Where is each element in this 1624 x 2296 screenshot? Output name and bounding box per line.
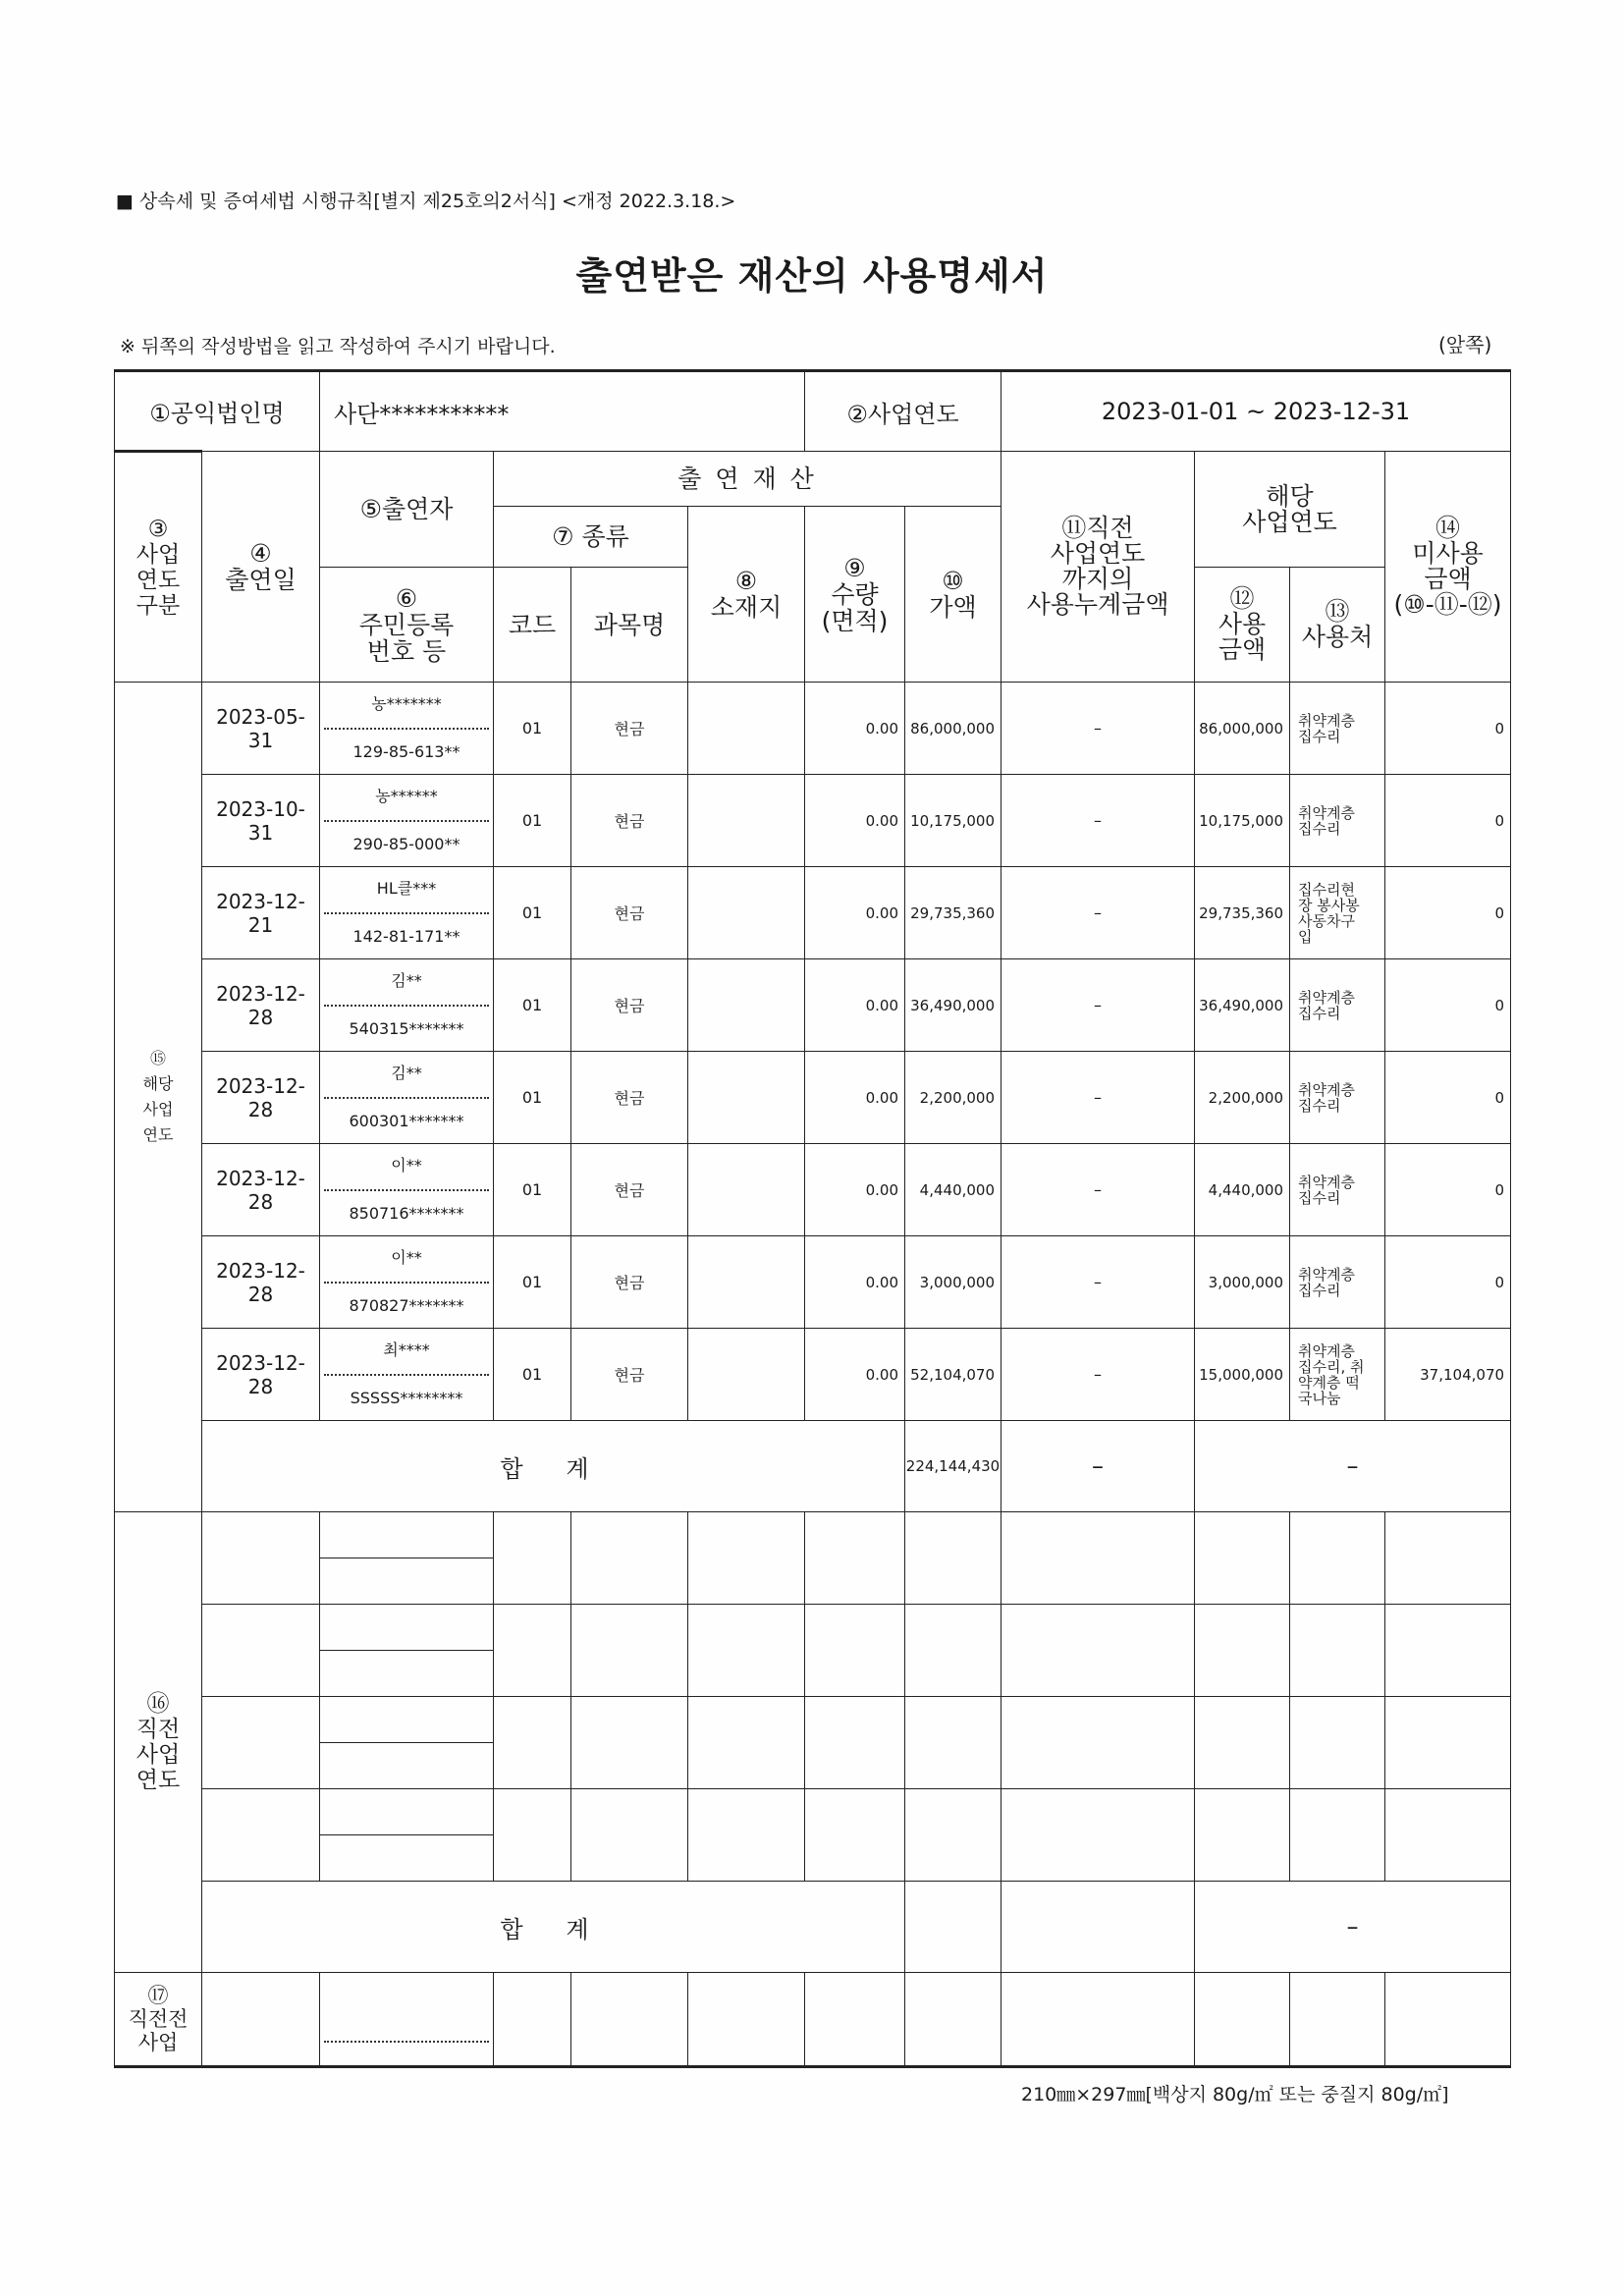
- donation-date: 2023-12-28: [202, 959, 320, 1052]
- asset-value: 36,490,000: [905, 959, 1001, 1052]
- current-year-section-label: ⑮ 해당 사업 연도: [115, 683, 202, 1512]
- table-row: [115, 683, 1511, 775]
- donor-id-number: 290-85-000**: [352, 835, 460, 853]
- current-year-total-row: [115, 1421, 1511, 1512]
- donor-cell: [320, 1236, 494, 1329]
- donor-id-number: 870827*******: [349, 1296, 464, 1315]
- col-value-header: ⑩ 가액: [905, 507, 1001, 683]
- donor-name: HL클***: [324, 867, 489, 914]
- asset-code: 01: [494, 867, 571, 959]
- asset-subject: 현금: [571, 1236, 688, 1329]
- donated-asset-header: 출 연 재 산: [494, 452, 1001, 507]
- unused-amount: 0: [1385, 867, 1511, 959]
- asset-value: 4,440,000: [905, 1144, 1001, 1236]
- col-year-type-header: ③ 사업 연도 구분: [115, 452, 202, 683]
- used-amount: 10,175,000: [1195, 775, 1290, 867]
- used-amount: 4,440,000: [1195, 1144, 1290, 1236]
- col-unused-amount-header: ⑭ 미사용 금액 (⑩-⑪-⑫): [1385, 452, 1511, 683]
- asset-location: [688, 683, 805, 775]
- usage-statement-table: [114, 369, 1511, 2068]
- fiscal-year-label: ②사업연도: [805, 371, 1001, 452]
- col-location-header: ⑧ 소재지: [688, 507, 805, 683]
- asset-location: [688, 1052, 805, 1144]
- unused-amount: 0: [1385, 959, 1511, 1052]
- asset-value: 29,735,360: [905, 867, 1001, 959]
- asset-quantity: 0.00: [805, 867, 905, 959]
- instruction-note: ※ 뒤쪽의 작성방법을 읽고 작성하여 주시기 바랍니다.: [120, 336, 556, 357]
- donor-name: 이**: [324, 1236, 489, 1284]
- col-donation-date-header: ④ 출연일: [202, 452, 320, 683]
- total-label: 합 계: [202, 1882, 905, 1973]
- prior-cumulative: –: [1001, 1236, 1195, 1329]
- asset-location: [688, 1236, 805, 1329]
- asset-location: [688, 775, 805, 867]
- current-year-header: 해당 사업연도: [1195, 452, 1385, 568]
- asset-code: 01: [494, 959, 571, 1052]
- fiscal-year-value: 2023-01-01 ~ 2023-12-31: [1001, 371, 1511, 452]
- corp-name-value: 사단***********: [320, 371, 805, 452]
- asset-value: 3,000,000: [905, 1236, 1001, 1329]
- asset-code: 01: [494, 1329, 571, 1421]
- asset-code: 01: [494, 683, 571, 775]
- table-row: [115, 867, 1511, 959]
- blank-row: [115, 1697, 1511, 1789]
- total-value: 224,144,430: [905, 1421, 1001, 1512]
- document-title: 출연받은 재산의 사용명세서: [575, 254, 1049, 298]
- asset-location: [688, 1329, 805, 1421]
- donor-name: 김**: [324, 1052, 489, 1099]
- donation-date: 2023-12-21: [202, 867, 320, 959]
- table-row: [115, 1144, 1511, 1236]
- asset-code: 01: [494, 775, 571, 867]
- asset-subject: 현금: [571, 867, 688, 959]
- donation-date: 2023-12-28: [202, 1052, 320, 1144]
- donor-name: 농******: [324, 775, 489, 822]
- total-label: 합 계: [202, 1421, 905, 1512]
- donor-cell: [320, 1329, 494, 1421]
- before-previous-section-label: ⑰ 직전전 사업: [115, 1973, 202, 2067]
- col-id-number-header: ⑥ 주민등록 번호 등: [320, 568, 494, 683]
- table-row: [115, 1236, 1511, 1329]
- table-row: [115, 1052, 1511, 1144]
- prior-cumulative: –: [1001, 775, 1195, 867]
- donor-id-number: 600301*******: [349, 1112, 464, 1130]
- page-side-label: (앞쪽): [1438, 333, 1492, 356]
- asset-quantity: 0.00: [805, 1144, 905, 1236]
- donation-date: 2023-12-28: [202, 1329, 320, 1421]
- donor-name: 농*******: [324, 683, 489, 730]
- blank-row: [115, 1973, 1511, 2067]
- table-row: [115, 775, 1511, 867]
- asset-subject: 현금: [571, 775, 688, 867]
- asset-subject: 현금: [571, 1329, 688, 1421]
- used-amount: 36,490,000: [1195, 959, 1290, 1052]
- asset-location: [688, 1144, 805, 1236]
- previous-year-total-row: [115, 1882, 1511, 1973]
- donor-cell: [320, 775, 494, 867]
- use-place: 취약계층 집수리: [1290, 1052, 1385, 1144]
- use-place: 집수리현 장 봉사봉 사동차구 입: [1290, 867, 1385, 959]
- paper-spec-note: 210㎜×297㎜[백상지 80g/㎡ 또는 중질지 80g/㎡]: [1021, 2084, 1449, 2105]
- asset-quantity: 0.00: [805, 775, 905, 867]
- col-quantity-header: ⑨ 수량 (면적): [805, 507, 905, 683]
- donor-name: 김**: [324, 959, 489, 1007]
- use-place: 취약계층 집수리, 취 약계층 떡 국나눔: [1290, 1329, 1385, 1421]
- asset-subject: 현금: [571, 959, 688, 1052]
- use-place: 취약계층 집수리: [1290, 683, 1385, 775]
- col-subject-header: 과목명: [571, 568, 688, 683]
- use-place: 취약계층 집수리: [1290, 959, 1385, 1052]
- prior-cumulative: –: [1001, 959, 1195, 1052]
- donor-id-number: 142-81-171**: [352, 927, 460, 946]
- asset-value: 2,200,000: [905, 1052, 1001, 1144]
- unused-amount: 0: [1385, 1052, 1511, 1144]
- donor-cell: [320, 1052, 494, 1144]
- asset-code: 01: [494, 1052, 571, 1144]
- donor-id-number: 129-85-613**: [352, 742, 460, 761]
- prior-cumulative: –: [1001, 1329, 1195, 1421]
- donor-cell: [320, 683, 494, 775]
- asset-subject: 현금: [571, 1144, 688, 1236]
- unused-amount: 0: [1385, 1236, 1511, 1329]
- donor-id-number: SSSSS********: [350, 1389, 463, 1407]
- asset-value: 52,104,070: [905, 1329, 1001, 1421]
- donor-name: 최****: [324, 1329, 489, 1376]
- use-place: 취약계층 집수리: [1290, 1236, 1385, 1329]
- form-legal-reference: ■ 상속세 및 증여세법 시행규칙[별지 제25호의2서식] <개정 2022.3.18.>: [116, 191, 736, 212]
- col-code-header: 코드: [494, 568, 571, 683]
- asset-subject: 현금: [571, 1052, 688, 1144]
- col-prior-cumulative-header: ⑪직전 사업연도 까지의 사용누계금액: [1001, 452, 1195, 683]
- prior-cumulative: –: [1001, 867, 1195, 959]
- unused-amount: 0: [1385, 683, 1511, 775]
- asset-code: 01: [494, 1236, 571, 1329]
- asset-quantity: 0.00: [805, 683, 905, 775]
- used-amount: 2,200,000: [1195, 1052, 1290, 1144]
- col-used-amount-header: ⑫ 사용 금액: [1195, 568, 1290, 683]
- donor-cell: [320, 867, 494, 959]
- blank-row: [115, 1605, 1511, 1697]
- table-row: [115, 959, 1511, 1052]
- asset-value: 86,000,000: [905, 683, 1001, 775]
- col-use-place-header: ⑬ 사용처: [1290, 568, 1385, 683]
- corp-name-label: ①공익법인명: [115, 371, 320, 452]
- asset-location: [688, 867, 805, 959]
- donation-date: 2023-12-28: [202, 1236, 320, 1329]
- used-amount: 86,000,000: [1195, 683, 1290, 775]
- blank-row: [115, 1512, 1511, 1605]
- total-used-unused: –: [1195, 1421, 1511, 1512]
- asset-subject: 현금: [571, 683, 688, 775]
- donor-id-number: 540315*******: [349, 1019, 464, 1038]
- use-place: 취약계층 집수리: [1290, 1144, 1385, 1236]
- previous-year-section-label: ⑯ 직전 사업 연도: [115, 1512, 202, 1973]
- donor-name: 이**: [324, 1144, 489, 1191]
- total-prior-cumulative: –: [1001, 1421, 1195, 1512]
- col-donor-header: ⑤출연자: [320, 452, 494, 568]
- use-place: 취약계층 집수리: [1290, 775, 1385, 867]
- donor-cell: [320, 959, 494, 1052]
- unused-amount: 0: [1385, 1144, 1511, 1236]
- prior-cumulative: –: [1001, 683, 1195, 775]
- prior-cumulative: –: [1001, 1144, 1195, 1236]
- asset-code: 01: [494, 1144, 571, 1236]
- asset-value: 10,175,000: [905, 775, 1001, 867]
- donation-date: 2023-12-28: [202, 1144, 320, 1236]
- asset-quantity: 0.00: [805, 959, 905, 1052]
- donor-id-number: 850716*******: [349, 1204, 464, 1223]
- donation-date: 2023-05-31: [202, 683, 320, 775]
- col-asset-type-header: ⑦ 종류: [494, 507, 688, 568]
- total-used-unused: –: [1195, 1882, 1511, 1973]
- prior-cumulative: –: [1001, 1052, 1195, 1144]
- donation-date: 2023-10-31: [202, 775, 320, 867]
- asset-quantity: 0.00: [805, 1329, 905, 1421]
- blank-row: [115, 1789, 1511, 1882]
- asset-quantity: 0.00: [805, 1236, 905, 1329]
- donor-cell: [320, 1144, 494, 1236]
- asset-location: [688, 959, 805, 1052]
- table-row: [115, 1329, 1511, 1421]
- asset-quantity: 0.00: [805, 1052, 905, 1144]
- unused-amount: 0: [1385, 775, 1511, 867]
- used-amount: 29,735,360: [1195, 867, 1290, 959]
- unused-amount: 37,104,070: [1385, 1329, 1511, 1421]
- used-amount: 3,000,000: [1195, 1236, 1290, 1329]
- used-amount: 15,000,000: [1195, 1329, 1290, 1421]
